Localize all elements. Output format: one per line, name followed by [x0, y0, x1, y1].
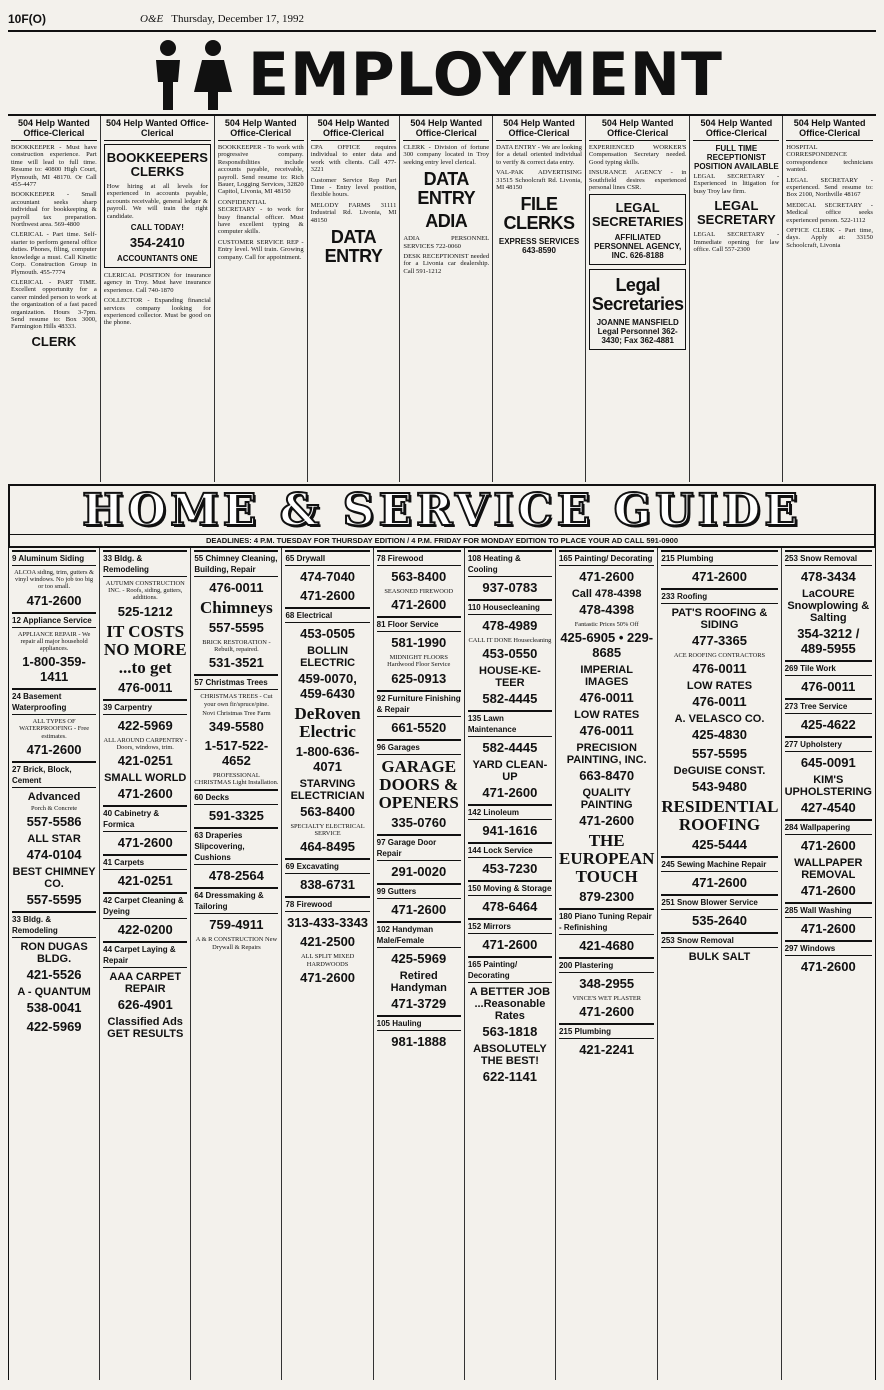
phone-number: 471-2600	[26, 741, 82, 757]
ad-headline: Chimneys	[200, 598, 273, 617]
service-category-heading: 102 Handyman Male/Female	[377, 921, 461, 948]
service-category-heading: 200 Plastering	[559, 957, 654, 973]
business-name: STARVING ELECTRICIAN	[290, 778, 365, 802]
service-category-heading: 273 Tree Service	[785, 698, 872, 714]
service-category-heading: 284 Wallpapering	[785, 819, 872, 835]
service-ad-text: A & R CONSTRUCTION New Drywall & Repairs	[195, 936, 278, 951]
phone-number: 425-4830	[692, 727, 747, 743]
phone-number: 427-4540	[800, 800, 856, 815]
service-category-heading: 27 Brick, Block, Cement	[12, 761, 96, 788]
service-category-heading: 135 Lawn Maintenance	[468, 710, 552, 737]
publication-name: O&E	[140, 13, 164, 25]
classified-ad: BOOKKEEPER - Small accountant seeks sharp individual for bookkeeping & payroll tax preparation. Northwest area. 569-4800	[11, 191, 97, 229]
phone-number: 661-5520	[391, 719, 447, 735]
classified-ad: LEGAL SECRETARY - experienced. Send resume to: Box 2100, Northville 48167	[786, 176, 873, 199]
display-ad	[104, 144, 211, 268]
ad-company: JOANNE MANSFIELD Legal Personnel 362-3430; Fax 362-4881	[596, 318, 679, 346]
business-name: SMALL WORLD	[104, 772, 187, 785]
employment-title: EMPLOYMENT	[248, 40, 723, 110]
phone-number: 422-0200	[117, 922, 173, 938]
service-category-heading: 44 Carpet Laying & Repair	[103, 941, 187, 968]
employment-column	[783, 116, 876, 482]
phone-number: 471-3729	[391, 995, 447, 1011]
phone-number: 421-0251	[117, 753, 173, 769]
service-category-heading: 96 Garages	[377, 739, 461, 755]
service-category-heading: 297 Windows	[785, 940, 872, 956]
classified-ad: CLERICAL POSITION for insurance agency in Troy. Must have insurance experience. Call 740-1870	[103, 272, 211, 294]
service-category-heading: 65 Drywall	[285, 550, 369, 566]
phone-number: 581-1990	[391, 635, 447, 651]
classified-ad: MELODY FARMS 31111 Industrial Rd. Livonia, MI 48150	[310, 201, 397, 224]
service-category-heading: 180 Piano Tuning Repair - Refinishing	[559, 908, 654, 935]
phone-number: 937-0783	[482, 580, 538, 595]
service-ad-text: VINCE'S WET PLASTER	[572, 995, 642, 1003]
ad-callout: FULL TIME RECEPTIONIST POSITION AVAILABLE	[693, 144, 779, 171]
employment-column	[400, 116, 493, 482]
phone-number: 471-2600	[391, 901, 447, 917]
category-heading: 504 Help Wanted Office-Clerical	[786, 118, 873, 141]
phone-number: 471-2600	[482, 785, 538, 801]
classified-ad: DESK RECEPTIONIST needed for a Livonia car dealership. Call 591-1212	[403, 253, 490, 275]
phone-number: 1-517-522-4652	[204, 738, 269, 769]
business-name: A BETTER JOB ...Reasonable Rates	[469, 986, 551, 1023]
business-name: PRECISION PAINTING, INC.	[566, 742, 647, 767]
guide-column	[782, 548, 875, 1380]
guide-column	[374, 548, 465, 1380]
ad-company: EXPRESS SERVICES 643-8590	[498, 237, 580, 256]
phone-number: 1-800-359-1411	[22, 654, 86, 685]
page-number: 10F(O)	[8, 12, 47, 26]
business-name: Call 478-4398	[571, 588, 642, 600]
service-ad-text: AUTUMN CONSTRUCTION INC. - Roofs, siding, gutters, additions.	[105, 580, 185, 602]
phone-number: 626-4901	[117, 997, 173, 1013]
category-heading: 504 Help Wanted Office-Clerical	[218, 118, 304, 141]
ad-headline: Legal Secretaries	[591, 275, 684, 315]
service-ad-text: ALCOA siding, trim, gutters & vinyl windows. No job too big or too small.	[14, 569, 95, 591]
service-category-heading: 69 Excavating	[285, 858, 369, 874]
ad-subtitle: Porch & Concrete	[31, 804, 78, 812]
phone-number: 538-0041	[26, 1000, 82, 1016]
service-category-heading: 110 Housecleaning	[468, 599, 552, 615]
service-ad-text: MIDNIGHT FLOORS Hardwood Floor Service	[387, 654, 451, 669]
business-name: BEST CHIMNEY CO.	[12, 866, 96, 891]
phone-number: 421-2241	[579, 1042, 635, 1058]
service-category-heading: 78 Firewood	[285, 896, 369, 912]
service-ad-text: CHRISTMAS TREES - Cut your own fir/spruce/pine.	[200, 693, 273, 708]
phone-number: 525-1212	[117, 603, 173, 619]
publication-date: Thursday, December 17, 1992	[171, 13, 305, 25]
ad-headline: GARAGE DOORS & OPENERS	[378, 756, 459, 812]
classified-ad: VAL-PAK ADVERTISING 31515 Schoolcraft Rd. Livonia, MI 48150	[496, 169, 582, 192]
phone-number: 291-0020	[391, 863, 447, 879]
phone-number: 425-5444	[692, 837, 747, 853]
classified-ad: DATA ENTRY - We are looking for a detail oriented individual to verify & correct data entry.	[496, 144, 582, 166]
service-category-heading: 245 Sewing Machine Repair	[661, 856, 777, 872]
ad-headline: BOOKKEEPERS CLERKS	[106, 150, 208, 179]
guide-column	[100, 548, 191, 1380]
phone-number: 354-3212 / 489-5955	[797, 626, 860, 656]
phone-number: 421-0251	[117, 873, 173, 889]
service-category-heading: 68 Electrical	[285, 607, 369, 623]
phone-number: 582-4445	[482, 740, 538, 756]
employment-column	[8, 116, 101, 482]
classified-ad: INSURANCE AGENCY - in Southfield desires experienced personal lines CSR.	[588, 169, 687, 192]
home-service-listings	[8, 548, 876, 1380]
phone-number: 425-5969	[391, 950, 447, 966]
ad-headline: THE EUROPEAN TOUCH	[558, 831, 655, 887]
home-service-title: HOME & SERVICE GUIDE	[82, 484, 802, 536]
phone-number: 425-4622	[800, 717, 856, 732]
service-ad-text: Fantastic Prices 50% Off	[574, 621, 639, 628]
business-name: HOUSE-KE-TEER	[479, 665, 541, 690]
phone-number: 476-0011	[118, 679, 173, 695]
guide-column	[282, 548, 373, 1380]
phone-number: 563-1818	[482, 1024, 538, 1040]
business-name: RON DUGAS BLDG.	[20, 941, 88, 966]
service-category-heading: 63 Draperies Slipcovering, Cushions	[194, 827, 278, 865]
ad-headline: FILE CLERKS	[503, 194, 575, 234]
service-category-heading: 12 Appliance Service	[12, 612, 96, 628]
business-name: ABSOLUTELY THE BEST!	[473, 1043, 547, 1068]
phone-number: 421-2500	[300, 934, 356, 950]
phone-number: 557-5586	[26, 814, 82, 830]
service-category-heading: 41 Carpets	[103, 854, 187, 870]
phone-number: 531-3521	[208, 655, 264, 671]
phone-number: 1-800-636-4071	[295, 744, 360, 774]
phone-number: 453-7230	[482, 861, 538, 877]
phone-number: 313-433-3343	[287, 915, 369, 931]
phone-number: 535-2640	[692, 913, 747, 929]
classified-ad: CLERICAL - Part time. Self-starter to perform general office duties. Phones, filing, computer knowledge a must. Call Kinetic Corp. Construction Group in Plymouth. 455-7774	[11, 231, 97, 276]
phone-number: 422-5969	[26, 1019, 82, 1035]
classified-ad: LEGAL SECRETARY - Immediate opening for law office. Call 557-2300	[693, 231, 780, 254]
service-ad-text: CALL IT DONE Housecleaning	[468, 637, 552, 644]
page-header	[8, 8, 876, 30]
service-category-heading: 142 Linoleum	[468, 804, 552, 820]
service-category-heading: 39 Carpentry	[103, 699, 187, 715]
employment-listings	[8, 114, 876, 482]
service-category-heading: 233 Roofing	[661, 588, 777, 604]
phone-number: 471-2600	[300, 588, 356, 603]
business-name: KIM'S UPHOLSTERING	[784, 774, 872, 798]
service-category-heading: 33 Bldg. & Remodeling	[12, 911, 96, 938]
phone-number: 422-5969	[117, 717, 173, 733]
service-category-heading: 165 Painting/ Decorating	[559, 550, 654, 566]
service-category-heading: 253 Snow Removal	[661, 932, 777, 948]
phone-number: 476-0011	[692, 694, 747, 710]
service-ad-text: ALL SPLIT MIXED HARDWOODS	[300, 953, 355, 968]
phone-number: 477-3365	[692, 633, 747, 648]
phone-number: 476-0011	[801, 679, 856, 694]
service-ad-text: SEASONED FIREWOOD	[384, 588, 454, 595]
ad-phone: 354-2410	[129, 235, 185, 251]
phone-number: 625-0913	[391, 670, 447, 686]
service-category-heading: 152 Mirrors	[468, 918, 552, 934]
category-heading: 504 Help Wanted Office-Clerical	[589, 118, 687, 141]
employment-column	[690, 116, 783, 482]
phone-number: 464-8495	[300, 839, 356, 855]
category-heading: 504 Help Wanted Office-Clerical	[496, 118, 582, 141]
employment-column	[586, 116, 691, 482]
service-category-heading: 150 Moving & Storage	[468, 880, 552, 896]
phone-number: 476-0011	[209, 580, 264, 595]
phone-number: 471-2600	[117, 835, 173, 851]
phone-number: 453-0550	[482, 646, 538, 662]
phone-number: 335-0760	[391, 814, 447, 830]
service-category-heading: 57 Christmas Trees	[194, 674, 278, 690]
ad-headline: ADIA	[425, 211, 468, 232]
display-ad	[589, 194, 687, 265]
phone-number: 981-1888	[391, 1033, 447, 1049]
ad-headline: LEGAL SECRETARIES	[591, 200, 684, 230]
phone-number: 471-2600	[482, 937, 538, 953]
classified-ad: BOOKKEEPER - Must have construction experience. Part time will lead to full time. Resume to: 40800 High Court, Plymouth, MI 48170. Or Call 455-4477	[11, 144, 97, 189]
service-category-heading: 108 Heating & Cooling	[468, 550, 552, 577]
classified-ad: CLERK - Division of fortune 300 company located in Troy seeking entry level clerical.	[403, 144, 490, 166]
service-category-heading: 253 Snow Removal	[785, 550, 872, 566]
phone-number: 474-0104	[26, 847, 82, 863]
service-category-heading: 60 Decks	[194, 789, 278, 805]
phone-number: 471-2600	[692, 569, 747, 584]
phone-number: 476-0011	[579, 723, 634, 739]
ad-headline: IT COSTS NO MORE ...to get	[103, 621, 187, 677]
phone-number: 879-2300	[579, 889, 635, 905]
phone-number: 645-0091	[800, 755, 856, 770]
category-heading: 504 Help Wanted Office-Clerical	[311, 118, 397, 141]
business-name: QUALITY PAINTING	[580, 787, 633, 812]
phone-number: 557-5595	[26, 892, 82, 908]
service-category-heading: 99 Gutters	[377, 883, 461, 899]
service-category-heading: 251 Snow Blower Service	[661, 894, 777, 910]
phone-number: 759-4911	[209, 917, 264, 933]
service-category-heading: 33 Bldg. & Remodeling	[103, 550, 187, 577]
service-category-heading: 24 Basement Waterproofing	[12, 688, 96, 715]
phone-number: 838-6731	[300, 877, 356, 893]
service-ad-text: Novi Christmas Tree Farm	[202, 709, 271, 717]
business-name: A. VELASCO CO.	[674, 713, 765, 726]
phone-number: 557-5595	[692, 746, 747, 762]
service-ad-text: APPLIANCE REPAIR - We repair all major household appliances.	[17, 630, 91, 653]
service-category-heading: 105 Hauling	[377, 1015, 461, 1031]
service-category-heading: 40 Cabinetry & Formica	[103, 805, 187, 832]
employment-banner	[8, 30, 876, 114]
service-category-heading: 81 Floor Service	[377, 616, 461, 632]
service-ad-text: ALL TYPES OF WATERPROOFING - Free estimates.	[19, 718, 90, 740]
phone-number: 348-2955	[579, 976, 635, 992]
phone-number: 663-8470	[579, 768, 635, 784]
phone-number: 478-4989	[482, 618, 538, 633]
service-category-heading: 42 Carpet Cleaning & Dyeing	[103, 892, 187, 919]
category-heading: 504 Help Wanted Office-Clerical	[403, 118, 489, 141]
guide-column	[465, 548, 556, 1380]
phone-number: 941-1616	[482, 823, 538, 839]
guide-column	[191, 548, 282, 1380]
people-silhouette-icon	[138, 38, 248, 112]
phone-number: 471-2600	[579, 569, 635, 584]
phone-number: 471-2600	[800, 921, 856, 936]
ad-company: ACCOUNTANTS ONE	[116, 254, 198, 264]
classified-ad: CUSTOMER SERVICE REP - Entry level. Will train. Growing company. Call for appointment.	[217, 238, 304, 261]
phone-number: 459-0070, 459-6430	[298, 671, 357, 701]
guide-column	[9, 548, 100, 1380]
service-category-heading: 215 Plumbing	[559, 1023, 654, 1039]
service-ad-text: BRICK RESTORATION - Rebuilt, repaired.	[202, 639, 271, 654]
business-name: Classified Ads GET RESULTS	[107, 1016, 184, 1041]
phone-number: 471-2600	[579, 813, 635, 829]
service-category-heading: 165 Painting/ Decorating	[468, 956, 552, 983]
phone-number: 476-0011	[579, 690, 634, 706]
phone-number: 471-2600	[800, 883, 856, 898]
deadline-bar: DEADLINES: 4 P.M. TUESDAY FOR THURSDAY EDITION / 4 P.M. FRIDAY FOR MONDAY EDITION TO PLACE YOUR AD CALL 591-0900	[8, 534, 876, 548]
employment-column	[493, 116, 586, 482]
phone-number: 478-3434	[800, 569, 856, 584]
ad-company: AFFILIATED PERSONNEL AGENCY, INC. 626-8188	[594, 233, 682, 261]
business-name: BOLLIN ELECTRIC	[300, 645, 356, 669]
phone-number: 478-2564	[208, 868, 264, 884]
phone-number: 622-1141	[482, 1069, 538, 1085]
guide-column	[658, 548, 781, 1380]
classified-ad: Customer Service Rep Part Time - Entry level position, flexible hours.	[310, 176, 397, 199]
business-name: IMPERIAL IMAGES	[580, 664, 633, 689]
phone-number: 471-2600	[800, 838, 856, 853]
phone-number: 421-4680	[579, 938, 635, 954]
phone-number: 349-5580	[208, 719, 264, 735]
service-category-heading: 92 Furniture Finishing & Repair	[377, 690, 461, 717]
service-ad-text: SPECIALTY ELECTRICAL SERVICE	[290, 823, 365, 838]
business-name: DeGUISE CONST.	[673, 765, 766, 778]
phone-number: 421-5526	[26, 967, 82, 983]
classified-ad: OFFICE CLERK - Part time, days. Apply at: 33150 Schoolcraft, Livonia	[786, 227, 873, 249]
business-name: BULK SALT	[688, 951, 751, 964]
service-category-heading: 78 Firewood	[377, 550, 461, 566]
ad-headline: LEGAL SECRETARY	[696, 198, 776, 228]
phone-number: 543-9480	[692, 779, 747, 795]
service-category-heading: 9 Aluminum Siding	[12, 550, 96, 566]
business-name: LOW RATES	[686, 680, 753, 693]
business-name: PAT'S ROOFING & SIDING	[671, 607, 768, 631]
classified-ad: LEGAL SECRETARY - Experienced in litigation for busy Troy law firm.	[693, 173, 780, 195]
category-heading: 504 Help Wanted Office-Clerical	[104, 118, 211, 141]
classified-ad: EXPERIENCED WORKER'S Compensation Secretary needed. Good typing skills.	[588, 144, 687, 166]
phone-number: 471-2600	[692, 875, 747, 891]
classified-ad: How hiring at all levels for experienced in accounts payable, accounts receivable, general ledger & payroll. We will train the right candidate.	[106, 183, 208, 220]
phone-number: 557-5595	[208, 620, 264, 635]
phone-number: 591-3325	[208, 808, 264, 824]
service-category-heading: 64 Dressmaking & Tailoring	[194, 887, 278, 914]
service-category-heading: 285 Wall Washing	[785, 902, 872, 918]
service-category-heading: 269 Tile Work	[785, 660, 872, 676]
classified-ad: CLERICAL - PART TIME. Excellent opportunity for a career minded person to work at the organization of a fast paced organization. Hours 3-7pm. Send resume to: Box 3000, Farmington Hills 48333.	[11, 278, 97, 331]
ad-headline: DATA ENTRY	[324, 227, 383, 267]
phone-number: 474-7040	[300, 569, 356, 584]
phone-number: 478-6464	[482, 899, 538, 915]
service-category-heading: 97 Garage Door Repair	[377, 834, 461, 861]
ad-headline: CLERK	[31, 333, 77, 349]
guide-column	[556, 548, 658, 1380]
category-heading: 504 Help Wanted Office-Clerical	[693, 118, 779, 141]
phone-number: 471-2600	[117, 786, 173, 802]
phone-number: 425-6905 • 229-8685	[560, 630, 654, 661]
classified-ad: ADIA PERSONNEL SERVICES 722-0060	[403, 235, 490, 250]
business-name: LOW RATES	[574, 709, 640, 722]
employment-column	[215, 116, 308, 482]
service-ad-text: ALL AROUND CARPENTRY - Doors, windows, trim.	[103, 736, 187, 751]
classified-ad: MEDICAL SECRETARY - Medical office seeks experienced person. 522-1112	[786, 201, 873, 224]
phone-number: 478-4398	[579, 602, 635, 617]
phone-number: 563-8400	[300, 804, 356, 819]
ad-headline: DeRoven Electric	[294, 704, 361, 741]
business-name: YARD CLEAN-UP	[472, 759, 548, 784]
business-name: ALL STAR	[27, 833, 81, 846]
display-ad	[589, 269, 687, 350]
classified-ad: CONFIDENTIAL SECRETARY - to work for busy financial officer. Must have excellent typing & computer skills.	[217, 198, 304, 236]
phone-number: 471-2600	[391, 597, 447, 613]
phone-number: 582-4445	[482, 691, 538, 707]
service-category-heading: 277 Upholstery	[785, 736, 872, 752]
phone-number: 471-2600	[26, 592, 82, 608]
classified-ad: HOSPITAL CORRESPONDENCE correspondence technicians wanted.	[786, 144, 873, 174]
ad-callout: CALL TODAY!	[130, 223, 184, 233]
ad-headline: RESIDENTIAL ROOFING	[661, 797, 779, 835]
ad-headline: DATA ENTRY	[417, 169, 476, 209]
service-category-heading: 215 Plumbing	[661, 550, 777, 566]
category-heading: 504 Help Wanted Office-Clerical	[11, 118, 97, 141]
business-name: WALLPAPER REMOVAL	[794, 857, 863, 881]
phone-number: 563-8400	[391, 569, 447, 584]
phone-number: 471-2600	[300, 969, 356, 985]
phone-number: 453-0505	[300, 626, 356, 641]
business-name: Retired Handyman	[390, 969, 447, 994]
employment-column	[101, 116, 215, 482]
phone-number: 476-0011	[692, 661, 747, 677]
business-name: LaCOURE Snowplowing & Salting	[787, 588, 870, 624]
home-service-banner	[8, 484, 876, 534]
service-category-heading: 144 Lock Service	[468, 842, 552, 858]
classified-ad: CPA OFFICE requires individual to enter data and work with clients. Call 477-3221	[310, 144, 397, 174]
business-name: AAA CARPET REPAIR	[109, 971, 182, 996]
classified-ad: BOOKKEEPER - To work with progressive company. Responsibilities include accounts payable, receivable, payroll. Send resume to: Rich Bauer, Logging Services, 32820 Capitol, Livonia, MI 48150	[217, 144, 304, 196]
phone-number: 471-2600	[579, 1004, 635, 1020]
phone-number: 471-2600	[800, 959, 856, 974]
business-name: A - QUANTUM	[17, 986, 91, 999]
business-name: Advanced	[27, 790, 81, 803]
classified-ad: COLLECTOR - Expanding financial services company looking for experienced collector. Must be good on the phone.	[103, 297, 211, 327]
employment-column	[308, 116, 401, 482]
service-ad-text: PROFESSIONAL CHRISTMAS Light Installation.	[194, 772, 279, 787]
service-category-heading: 55 Chimney Cleaning, Building, Repair	[194, 550, 278, 577]
service-ad-text: ACE ROOFING CONTRACTORS	[673, 652, 766, 659]
